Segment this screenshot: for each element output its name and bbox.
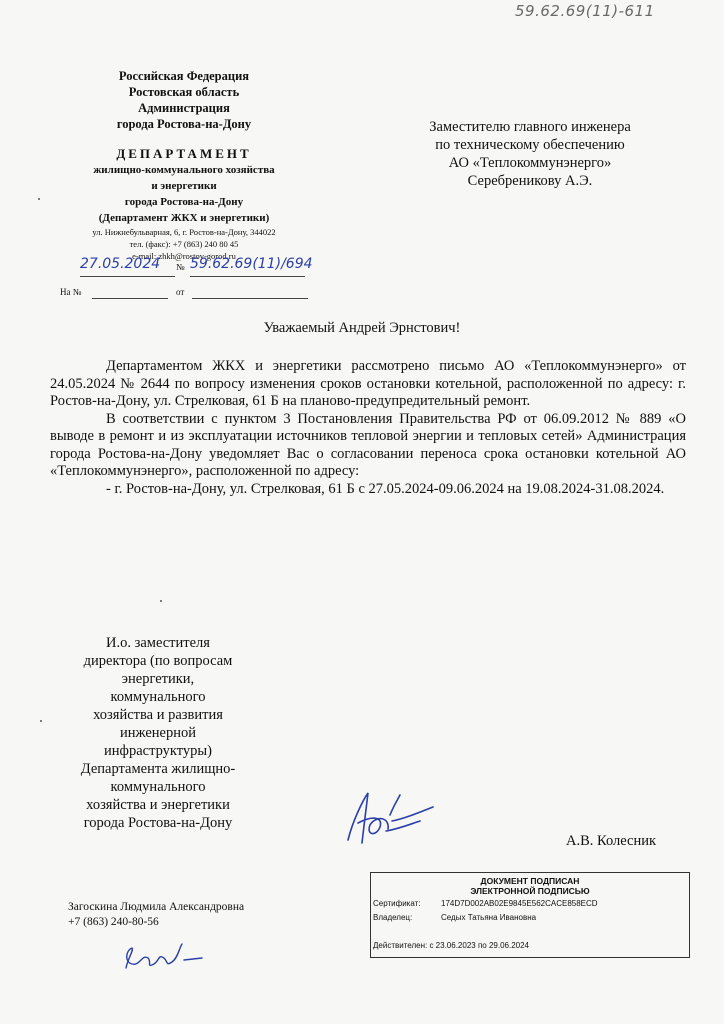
addressee-line: по техническому обеспечению — [435, 137, 625, 153]
executor-phone: +7 (863) 240-80-56 — [68, 916, 159, 928]
handwritten-signature — [328, 785, 458, 850]
signatory-title-line: города Ростова-на-Дону — [83, 815, 233, 831]
reference-date-line — [192, 298, 308, 299]
reference-number-line — [92, 298, 168, 299]
outgoing-number-sign: № — [176, 262, 185, 272]
sender-phone: тел. (факс): +7 (863) 240 80 45 — [129, 239, 239, 249]
signatory-title-line: инфраструктуры) — [104, 743, 212, 759]
signatory-title-line: коммунального — [110, 779, 206, 795]
sender-address: ул. Нижнебульварная, 6, г. Ростов-на-Дону, 344022 — [92, 227, 276, 237]
executor-block — [68, 900, 244, 930]
number-underline — [190, 276, 305, 277]
signatory-title-line: директора (по вопросам — [83, 653, 233, 669]
signatory-title-line: И.о. заместителя — [106, 635, 210, 651]
scan-speck — [38, 198, 40, 200]
stamp-certificate-row — [373, 899, 598, 908]
stamp-validity: Действителен: с 23.06.2023 по 29.06.2024 — [373, 941, 529, 950]
owner-value: Седых Татьяна Ивановна — [441, 913, 537, 922]
scan-speck — [160, 600, 162, 602]
executor-name: Загоскина Людмила Александровна — [68, 901, 245, 913]
certificate-label: Сертификат: — [373, 899, 421, 908]
body-paragraph: Департаментом ЖКХ и энергетики рассмотрено письмо АО «Теплокоммунэнерго» от 24.05.2024 № 2644 по вопросу изменения сроков остановки котельной, расположенной по адресу: г. Ростов-на-Дону, ул. Стрелковая, 61 Б на планово-предупредительный ремонт. — [50, 358, 686, 409]
signatory-title-line: Департамента жилищно- — [80, 761, 236, 777]
sender-line: Российская Федерация — [118, 69, 250, 83]
signatory-title-line: хозяйства и энергетики — [86, 797, 230, 813]
owner-label: Владелец: — [373, 913, 413, 922]
signatory-title — [56, 634, 260, 832]
department-line: и энергетики — [151, 180, 217, 192]
signatory-title-line: инженерной — [120, 725, 196, 741]
department-line: жилищно-коммунального хозяйства — [93, 164, 275, 176]
signatory-title-line: хозяйства и развития — [93, 707, 223, 723]
signatory-name: А.В. Колесник — [566, 833, 657, 849]
reference-number-label: На № — [60, 287, 82, 297]
stamp-title: ДОКУМЕНТ ПОДПИСАН — [480, 876, 580, 886]
addressee-block — [400, 118, 660, 190]
body-paragraph: - г. Ростов-на-Дону, ул. Стрелковая, 61 Б с 27.05.2024-09.06.2024 на 19.08.2024-31.08.2024. — [106, 480, 665, 497]
digital-signature-stamp — [370, 872, 690, 958]
sender-line: Ростовская область — [128, 85, 240, 99]
signatory-title-line: энергетики, — [121, 671, 195, 687]
sender-block — [60, 68, 308, 262]
department-line: города Ростова-на-Дону — [124, 196, 244, 208]
stamp-owner-row — [373, 913, 536, 922]
outgoing-number: 59.62.69(11)/694 — [190, 256, 313, 272]
body-paragraph: В соответствии с пунктом 3 Постановления Правительства РФ от 06.09.2012 № 889 «О выводе в ремонт и из эксплуатации источников тепловой энергии и тепловых сетей» Администрация города Ростова-на-Дону уведомляет Вас о согласовании переноса срока остановки котельной АО «Теплокоммунэнерго», расположенной по адресу: — [50, 410, 686, 479]
department-title: ДЕПАРТАМЕНТ — [116, 146, 252, 161]
department-line: (Департамент ЖКХ и энергетики) — [98, 212, 270, 224]
addressee-line: АО «Теплокоммунэнерго» — [448, 155, 612, 171]
letter-body — [50, 358, 686, 498]
scan-speck — [40, 720, 42, 722]
reference-date-label: от — [176, 287, 185, 297]
sender-line: Администрация — [138, 101, 230, 115]
executor-initials-scribble — [118, 940, 208, 975]
stamp-title: ЭЛЕКТРОННОЙ ПОДПИСЬЮ — [470, 886, 590, 896]
sender-line: города Ростова-на-Дону — [116, 117, 252, 131]
certificate-value: 174D7D002AB02E9845E562CACE858ECD — [441, 899, 598, 908]
date-underline — [80, 276, 175, 277]
outgoing-date: 27.05.2024 — [80, 256, 161, 272]
signatory-title-line: коммунального — [110, 689, 206, 705]
sender-email: e-mail: zhkh@rostov-gorod.ru — [132, 251, 236, 261]
addressee-line: Серебреникову А.Э. — [467, 173, 593, 189]
registration-stamp: 59.62.69(11)-611 — [515, 2, 655, 20]
greeting: Уважаемый Андрей Эрнстович! — [263, 320, 461, 336]
addressee-line: Заместителю главного инженера — [429, 119, 631, 135]
